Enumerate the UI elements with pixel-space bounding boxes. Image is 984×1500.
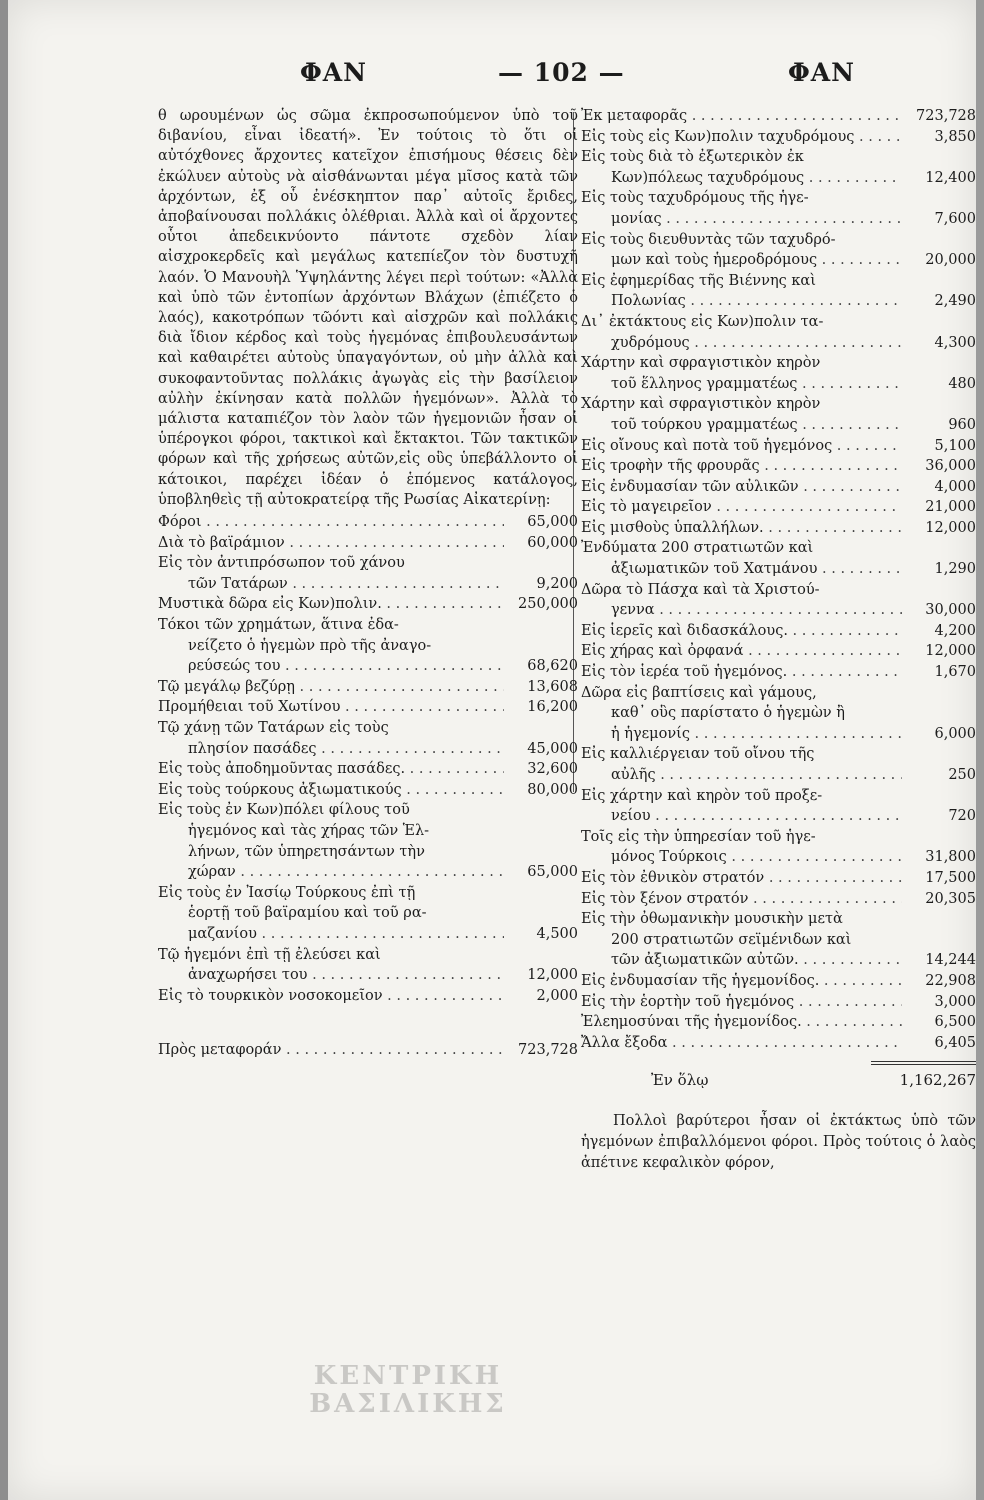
- total-row: [581, 1071, 976, 1089]
- expense-label: ἡ ἡγεμονίς . . .: [611, 724, 902, 745]
- expense-row: [581, 436, 976, 457]
- expense-amount: 12,400: [925, 169, 976, 186]
- expense-row: [581, 621, 976, 642]
- right-column: [581, 106, 976, 1189]
- expense-entry: [581, 477, 976, 498]
- total-label: Ἐν ὅλῳ: [651, 1071, 709, 1090]
- expense-row: [581, 971, 976, 992]
- expense-amount: 65,000: [527, 514, 578, 531]
- expense-amount: 21,000: [925, 499, 976, 516]
- expense-entry: [581, 683, 976, 745]
- expense-amount: 4,300: [934, 334, 976, 351]
- expense-label: ἀναχωρήσει του . . .: [188, 965, 504, 986]
- expense-label: Ἐκ μεταφορᾶς . . .: [581, 106, 902, 127]
- expense-row: [581, 106, 976, 127]
- expense-amount: 6,000: [934, 725, 976, 742]
- expense-label: τοῦ ἕλληνος γραμματέως . . .: [611, 374, 902, 395]
- page: [8, 0, 976, 1500]
- expense-entry: [581, 518, 976, 539]
- expense-entry: [581, 641, 976, 662]
- expense-label: μόνος Τούρκοις . . .: [611, 847, 902, 868]
- expense-amount: 723,728: [916, 108, 976, 124]
- right-expense-list: [581, 106, 976, 1053]
- expense-label: Εἰς τὴν ἑορτὴν τοῦ ἡγεμόνος . . .: [581, 992, 902, 1013]
- expense-label: μονίας . . .: [611, 209, 902, 230]
- expense-amount: 3,000: [934, 993, 976, 1010]
- expense-label-line: Εἰς τὴν ὀθωμανικὴν μουσικὴν μετὰ: [581, 911, 843, 928]
- expense-label-line: λήνων, τῶν ὑπηρετησάντων τὴν: [188, 843, 425, 860]
- expense-row: [581, 724, 976, 745]
- expense-label-line: Εἰς καλλιέργειαν τοῦ οἴνου τῆς: [581, 746, 815, 763]
- expense-label-line: Τόκοι τῶν χρημάτων, ἅτινα ἐδα-: [158, 617, 399, 634]
- expense-label: Εἰς τὸν ἱερέα τοῦ ἡγεμόνος. . . .: [581, 662, 902, 683]
- expense-entry: [581, 271, 976, 312]
- expense-label: ἀξιωματικῶν τοῦ Χατμάνου . . .: [611, 559, 902, 580]
- expense-entry: [581, 456, 976, 477]
- expense-row: [581, 868, 976, 889]
- expense-amount: 3,850: [934, 128, 976, 145]
- expense-amount: 20,305: [925, 890, 976, 907]
- expense-entry: [581, 662, 976, 683]
- expense-label: πλησίον πασάδες . . .: [188, 739, 504, 760]
- expense-entry: [158, 615, 578, 677]
- expense-row: [581, 250, 976, 271]
- expense-label-line: Δῶρα τὸ Πάσχα καὶ τὰ Χριστού-: [581, 581, 820, 598]
- expense-amount: 960: [948, 416, 976, 433]
- expense-row: [581, 662, 976, 683]
- expense-label-line: νείζετο ὁ ἡγεμὼν πρὸ τῆς ἀναγο-: [188, 637, 432, 654]
- expense-label: τοῦ τούρκου γραμματέως . . .: [611, 415, 902, 436]
- expense-amount: 13,608: [527, 678, 578, 695]
- expense-label-line: Τῷ ἡγεμόνι ἐπὶ τῇ ἐλεύσει καὶ: [158, 946, 381, 963]
- expense-label: Κων)πόλεως ταχυδρόμους . . .: [611, 168, 902, 189]
- expense-entry: [581, 786, 976, 827]
- expense-label: Διὰ τὸ βαϊράμιον . . .: [158, 533, 504, 554]
- expense-row: [581, 889, 976, 910]
- scan-edge: [976, 0, 984, 1500]
- expense-entry: [158, 883, 578, 945]
- left-paragraph: θ ωρουμένων ὡς σῶμα ἐκπροσωπούμενον ὑπὸ τοῦ διβανίου, εἶναι ἰδεατή». Ἐν τούτοις τὸ ὅτι οἱ αὐτόχθονες ἄρχοντες κατεῖχον ἐπισήμους θέσεις δὲν ἐκώλυεν αὐτοὺς νὰ αἰσθάνωνται μέγα μῖσος κατὰ τῶν ἀρχόντων, ἐξ οὗ ἐνέσκηπτον παρ᾽ αὐτοῖς ἔριδες, ἀποβαίνουσαι πολλάκις ὀλέθριαι. Ἀλλὰ καὶ οἱ ἄρχοντες οὗτοι ἀπεδεικνύοντο πάντοτε σχεδὸν λίαν αἰσχροκερδεῖς καὶ μεγάλως κατεπίεζον τὸν δυστυχῆ λαόν. Ὁ Μανουὴλ Ὑψηλάντης λέγει περὶ τούτων: «Ἀλλὰ καὶ ὑπὸ τῶν ἐντοπίων ἀρχόντων Βλάχων (ἐπιέζετο ὁ λαός), κακοτρόπων τῶόντι καὶ αἰσχρῶν καὶ πολλάκις διὰ ἴδιον κέρδος καὶ τοὺς ἡγεμόνας ἐπιβουλευσάντων καὶ καθαιρέτει αὐτοὺς ὑπαγαγόντων, οὐ μὴν ἀλλὰ καὶ συκοφαντοῦντας πολλάκις ἀγωγὰς εἰς τὴν βασίλειον αὐλὴν ἐκίνησαν κατὰ πολλῶν ἡγεμόνων». Ἀλλὰ τὸ μάλιστα καταπιέζον τὸν λαὸν τῶν ἡγεμονιῶν ἦσαν οἱ ὑπέρογκοι φόροι, τακτικοὶ καὶ ἔκτακτοι. Τῶν τακτικῶν φόρων καὶ τῆς χρήσεως αὐτῶν,εἰς οὓς ὑπεβάλλοντο οἱ κάτοικοι, παρέχει ἰδέαν ὁ ἑπόμενος κατάλογος, ὑποβληθεὶς τῇ αὐτοκρατείρᾳ τῆς Ρωσίας Αἰκατερίνῃ:: [158, 108, 578, 508]
- expense-amount: 20,000: [925, 252, 976, 269]
- expense-label-line: Εἰς τοὺς ἐν Ἰασίῳ Τούρκους ἐπὶ τῇ: [158, 884, 416, 901]
- expense-entry: [581, 497, 976, 518]
- expense-label: τῶν Τατάρων . . .: [188, 574, 504, 595]
- expense-amount: 14,244: [925, 952, 976, 969]
- expense-amount: 30,000: [925, 602, 976, 619]
- expense-label-line: Τοῖς εἰς τὴν ὑπηρεσίαν τοῦ ἡγε-: [581, 828, 816, 845]
- expense-row: [158, 677, 578, 698]
- carry-forward-value: 723,728: [518, 1042, 578, 1059]
- left-expense-list: [158, 512, 578, 1006]
- expense-amount: 480: [948, 375, 976, 392]
- expense-label-line: Εἰς τοὺς ἐν Κων)πόλει φίλους τοῦ: [158, 802, 410, 819]
- expense-amount: 2,490: [934, 293, 976, 310]
- expense-label-line: Χάρτην καὶ σφραγιστικὸν κηρὸν: [581, 396, 821, 413]
- expense-amount: 4,500: [536, 925, 578, 942]
- expense-label-line: 200 στρατιωτῶν σεϊμένιδων καὶ: [611, 931, 852, 948]
- expense-row: [581, 1012, 976, 1033]
- expense-label-line: Δι᾽ ἐκτάκτους εἰς Κων)πολιν τα-: [581, 313, 824, 330]
- expense-row: [581, 456, 976, 477]
- expense-row: [158, 759, 578, 780]
- expense-amount: 65,000: [527, 864, 578, 881]
- carry-forward-row: [158, 1040, 578, 1061]
- expense-label-line: Εἰς τοὺς διευθυντὰς τῶν ταχυδρό-: [581, 231, 836, 248]
- expense-amount: 16,200: [527, 699, 578, 716]
- expense-row: [158, 739, 578, 760]
- expense-label: Ἐλεημοσύναι τῆς ἡγεμονίδος. . . .: [581, 1012, 902, 1033]
- total-rule: [871, 1061, 976, 1065]
- expense-entry: [581, 868, 976, 889]
- expense-entry: [581, 394, 976, 435]
- expense-row: [581, 127, 976, 148]
- expense-label: Εἰς οἴνους καὶ ποτὰ τοῦ ἡγεμόνος . . .: [581, 436, 902, 457]
- expense-amount: 12,000: [925, 643, 976, 660]
- expense-label: χυδρόμους . . .: [611, 333, 902, 354]
- expense-label: Εἰς ἐνδυμασίαν τῶν αὐλικῶν . . .: [581, 477, 902, 498]
- header-left: ΦΑΝ: [300, 58, 368, 87]
- expense-row: [158, 965, 578, 986]
- expense-row: [581, 600, 976, 621]
- expense-label-line: Δῶρα εἰς βαπτίσεις καὶ γάμους,: [581, 684, 817, 701]
- expense-label: μαζανίου . . .: [188, 924, 504, 945]
- expense-label: νείου . . .: [611, 806, 902, 827]
- expense-label-line: Εἰς τὸν ἀντιπρόσωπον τοῦ χάνου: [158, 555, 405, 572]
- expense-row: [158, 594, 578, 615]
- expense-entry: [581, 188, 976, 229]
- expense-amount: 12,000: [527, 967, 578, 984]
- expense-label: Πολωνίας . . .: [611, 291, 902, 312]
- expense-label: Τῷ μεγάλῳ βεζύρῃ . . .: [158, 677, 504, 698]
- expense-label: Εἰς χήρας καὶ ὀρφανά . . .: [581, 641, 902, 662]
- expense-row: [581, 641, 976, 662]
- expense-row: [158, 512, 578, 533]
- expense-row: [581, 1033, 976, 1054]
- expense-label: ρεύσεώς του . . .: [188, 656, 504, 677]
- page-number: — 102 —: [498, 58, 625, 87]
- expense-label: Εἰς τοὺς εἰς Κων)πολιν ταχυδρόμους . . .: [581, 127, 902, 148]
- expense-amount: 1,290: [934, 561, 976, 578]
- expense-row: [581, 374, 976, 395]
- expense-label: Εἰς τροφὴν τῆς φρουρᾶς . . .: [581, 456, 902, 477]
- total-value: 1,162,267: [899, 1071, 976, 1090]
- expense-entry: [158, 553, 578, 594]
- expense-label: χώραν . . .: [188, 862, 504, 883]
- expense-entry: [158, 800, 578, 882]
- expense-label: Φόροι . . .: [158, 512, 504, 533]
- expense-amount: 31,800: [925, 849, 976, 866]
- expense-row: [581, 333, 976, 354]
- expense-amount: 32,600: [527, 761, 578, 778]
- expense-entry: [581, 106, 976, 127]
- expense-row: [581, 291, 976, 312]
- expense-label: γεννα . . .: [611, 600, 902, 621]
- expense-label: μων καὶ τοὺς ἡμεροδρόμους . . .: [611, 250, 902, 271]
- expense-row: [581, 497, 976, 518]
- expense-amount: 4,000: [934, 478, 976, 495]
- expense-row: [158, 574, 578, 595]
- expense-label: Εἰς ἱερεῖς καὶ διδασκάλους. . . .: [581, 621, 902, 642]
- expense-row: [581, 518, 976, 539]
- expense-amount: 22,908: [925, 972, 976, 989]
- expense-entry: [581, 992, 976, 1013]
- expense-entry: [581, 147, 976, 188]
- expense-row: [158, 862, 578, 883]
- expense-label-line: καθ᾽ οὓς παρίστατο ὁ ἡγεμὼν ἢ: [611, 705, 845, 722]
- expense-label: Εἰς τὸ τουρκικὸν νοσοκομεῖον . . .: [158, 986, 504, 1007]
- expense-label-line: Χάρτην καὶ σφραγιστικὸν κηρὸν: [581, 355, 821, 372]
- expense-row: [581, 847, 976, 868]
- expense-amount: 68,620: [527, 658, 578, 675]
- expense-entry: [158, 986, 578, 1007]
- expense-entry: [581, 580, 976, 621]
- expense-entry: [158, 718, 578, 759]
- expense-entry: [158, 780, 578, 801]
- expense-entry: [581, 909, 976, 971]
- expense-label: Εἰς τὸν ἐθνικὸν στρατόν . . .: [581, 868, 902, 889]
- page-header: [8, 58, 976, 98]
- expense-label: Ἄλλα ἔξοδα . . .: [581, 1033, 902, 1054]
- expense-entry: [581, 312, 976, 353]
- expense-amount: 60,000: [527, 534, 578, 551]
- expense-amount: 9,200: [536, 575, 578, 592]
- expense-amount: 80,000: [527, 781, 578, 798]
- expense-amount: 5,100: [934, 437, 976, 454]
- expense-row: [581, 992, 976, 1013]
- expense-amount: 12,000: [925, 519, 976, 536]
- expense-entry: [158, 677, 578, 698]
- expense-entry: [581, 1033, 976, 1054]
- expense-entry: [158, 697, 578, 718]
- expense-label: τῶν ἀξιωματικῶν αὐτῶν. . . .: [611, 950, 902, 971]
- expense-label-line: ἡγεμόνος καὶ τὰς χήρας τῶν Ἑλ-: [188, 822, 430, 839]
- expense-label: Εἰς τοὺς ἀποδημοῦντας πασάδες. . . .: [158, 759, 504, 780]
- expense-amount: 720: [948, 808, 976, 825]
- expense-label-line: Εἰς τοὺς ταχυδρόμους τῆς ἡγε-: [581, 190, 809, 207]
- expense-entry: [581, 1012, 976, 1033]
- expense-amount: 250,000: [518, 596, 578, 613]
- expense-label: Μυστικὰ δῶρα εἰς Κων)πολιν. . . .: [158, 594, 504, 615]
- expense-amount: 36,000: [925, 458, 976, 475]
- expense-amount: 6,500: [934, 1014, 976, 1031]
- expense-row: [581, 765, 976, 786]
- expense-entry: [158, 945, 578, 986]
- expense-entry: [158, 533, 578, 554]
- expense-amount: 250: [948, 767, 976, 783]
- right-paragraph: Πολλοὶ βαρύτεροι ἦσαν οἱ ἐκτάκτως ὑπὸ τῶν ἡγεμόνων ἐπιβαλλόμενοι φόροι. Πρὸς τούτοις ὁ λαὸς ἀπέτινε κεφαλικὸν φόρον,: [581, 1113, 976, 1172]
- expense-entry: [581, 538, 976, 579]
- expense-label: Εἰς τὸν ξένον στρατόν . . .: [581, 889, 902, 910]
- expense-label: Εἰς τοὺς τούρκους ἀξιωματικούς . . .: [158, 780, 504, 801]
- expense-label-line: Εἰς χάρτην καὶ κηρὸν τοῦ προξε-: [581, 787, 823, 804]
- expense-row: [158, 780, 578, 801]
- expense-row: [581, 477, 976, 498]
- library-stamp: ΚΕΝΤΡΙΚΗ ΒΑΣΙΛΙΚΗΣ: [309, 1361, 507, 1419]
- expense-row: [158, 697, 578, 718]
- expense-amount: 1,670: [934, 664, 976, 681]
- expense-amount: 7,600: [934, 210, 976, 227]
- expense-row: [158, 986, 578, 1007]
- expense-amount: 4,200: [934, 622, 976, 639]
- expense-label-line: Ἐνδύματα 200 στρατιωτῶν καὶ: [581, 540, 814, 557]
- expense-row: [158, 924, 578, 945]
- expense-row: [581, 806, 976, 827]
- expense-label: Εἰς ἐνδυμασίαν τῆς ἡγεμονίδος. . . .: [581, 971, 902, 992]
- expense-label-line: Τῷ χάνῃ τῶν Τατάρων εἰς τοὺς: [158, 720, 389, 736]
- expense-amount: 6,405: [934, 1034, 976, 1051]
- left-column: [158, 106, 578, 1061]
- expense-entry: [158, 759, 578, 780]
- expense-entry: [581, 436, 976, 457]
- header-right: ΦΑΝ: [788, 58, 856, 87]
- expense-entry: [581, 744, 976, 785]
- expense-row: [581, 415, 976, 436]
- expense-amount: 2,000: [536, 987, 578, 1004]
- expense-label: Εἰς τὸ μαγειρεῖον . . .: [581, 497, 902, 518]
- expense-entry: [158, 594, 578, 615]
- expense-label: Προμήθειαι τοῦ Χωτίνου . . .: [158, 697, 504, 718]
- expense-entry: [581, 971, 976, 992]
- expense-entry: [581, 889, 976, 910]
- expense-label-line: ἑορτῇ τοῦ βαϊραμίου καὶ τοῦ ρα-: [188, 905, 427, 922]
- expense-entry: [581, 353, 976, 394]
- expense-row: [581, 559, 976, 580]
- expense-label: αὐλῆς . . .: [611, 765, 902, 786]
- expense-row: [581, 209, 976, 230]
- expense-entry: [158, 512, 578, 533]
- expense-amount: 45,000: [527, 740, 578, 757]
- expense-entry: [581, 230, 976, 271]
- expense-entry: [581, 621, 976, 642]
- expense-row: [581, 950, 976, 971]
- expense-row: [581, 168, 976, 189]
- expense-row: [158, 656, 578, 677]
- expense-entry: [581, 127, 976, 148]
- expense-row: [158, 533, 578, 554]
- expense-label: Εἰς μισθοὺς ὑπαλλήλων. . . .: [581, 518, 902, 539]
- expense-label-line: Εἰς τοὺς διὰ τὸ ἐξωτερικὸν ἐκ: [581, 149, 804, 166]
- expense-label-line: Εἰς ἐφημερίδας τῆς Βιέννης καὶ: [581, 272, 816, 289]
- expense-amount: 17,500: [925, 869, 976, 886]
- expense-entry: [581, 827, 976, 868]
- carry-forward-label: Πρὸς μεταφοράν . . .: [158, 1040, 504, 1061]
